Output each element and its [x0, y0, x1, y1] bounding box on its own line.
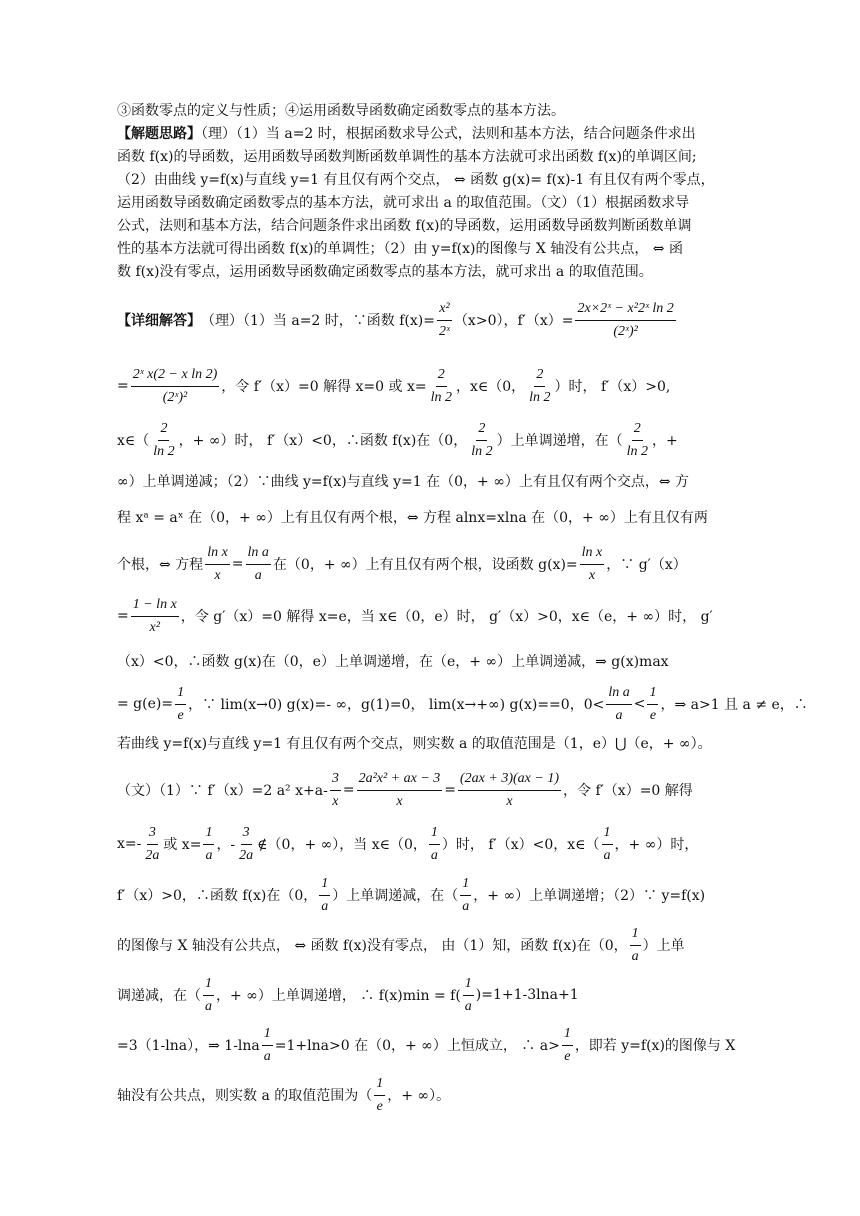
fraction-1-a: $\frac{1}{a}$: [321, 875, 329, 914]
fraction-combined: $\frac{\text{2a²x² + ax − 3}}{x}$: [358, 770, 441, 809]
wen-line-3: f′（x）>0，∴函数 f(x)在（0， $\frac{1}{a}$ ）上单调递减，在（ $\frac{1}{a}$ ，+ ∞）上单调递增；（2）∵ y=f(x): [117, 870, 731, 920]
fraction-factored: $\frac{(2ax + 3)(ax - 1)}{x}$: [460, 770, 559, 809]
thinking-line-1: 【解题思路】（理）（1）当 a=2 时，根据函数求导公式，法则和基本方法，结合问题条件求出: [117, 126, 696, 142]
fraction-derivative: $\frac{\text{2x×2ˣ − x²2ˣ ln 2}}{\text{(2ˣ)²}}$: [577, 300, 674, 339]
fraction-3-2a: $\frac{3}{2a}$: [145, 824, 160, 863]
fraction-1-a: $\frac{1}{a}$: [205, 824, 213, 863]
fraction-1-e: $\frac{1}{e}$: [649, 684, 657, 723]
solution-line-1: 【详细解答】 （理）（1）当 a=2 时，∵函数 f(x)= $\frac{\text{x²}}{\text{2ˣ}}$ （x>0）， f′（x）= $\frac{\text{2x×2ˣ − x²2ˣ ln 2}}{\text{(2ˣ)²}}$: [117, 296, 731, 344]
solution-line-2: = $\frac{\text{2ˣ x(2 − x ln 2)}}{\text{(2ˣ)²}}$ ，令 f′（x）=0 解得 x=0 或 x= $\frac{2}{\ln 2}$ ，x∈（0， $\frac{2}{\ln 2}$ ）时， f′（x）>0,: [117, 358, 731, 414]
fraction-lna-a: $\frac{\text{ln a}}{a}$: [608, 684, 630, 723]
wen-line-6: =3（1-lna），⇒ 1-lna $\frac{1}{a}$ =1+lna>0 在（0，+ ∞）上恒成立， ∴ a> $\frac{1}{e}$ ，即若 y=f(x)的图像与 X: [117, 1020, 731, 1070]
fraction-3-2a: $\frac{3}{2a}$: [239, 824, 254, 863]
fraction-derivative-simplified: $\frac{\text{2ˣ x(2 − x ln 2)}}{\text{(2ˣ)²}}$: [132, 366, 218, 405]
solution-line-8: （x）<0，∴函数 g(x)在（0，e）上单调递增，在（e，+ ∞）上单调递减，⇒ g(x)max: [117, 654, 669, 670]
fraction-2-ln2: $\frac{2}{\ln 2}$: [529, 366, 551, 405]
fraction-1-a: $\frac{1}{a}$: [603, 824, 611, 863]
wen-line-5: 调递减，在（ $\frac{1}{a}$ ，+ ∞）上单调递增， ∴ f(x)min = f( $\frac{1}{a}$ )=1+1-3lna+1: [117, 970, 731, 1020]
thinking-line-4: 运用函数导函数确定函数零点的基本方法，就可求出 a 的取值范围。（文）（1）根据函数求导: [117, 195, 690, 211]
fraction-fx: $\frac{\text{x²}}{\text{2ˣ}}$: [438, 300, 450, 339]
solution-line-4: ∞）上单调递减；（2）∵曲线 y=f(x)与直线 y=1 在（0，+ ∞）上有且仅有两个交点，⇔ 方: [117, 474, 690, 490]
fraction-1-a: $\frac{1}{a}$: [631, 925, 639, 964]
fraction-3-x: $\frac{3}{x}$: [331, 770, 339, 809]
solution-line-6: 个根，⇔ 方程 $\frac{\text{ln x}}{x}$ = $\frac{\text{ln a}}{a}$ 在（0，+ ∞）上有且仅有两个根，设函数 g(x)= $\frac{\text{ln x}}{x}$ ，∵ g′（x）: [117, 538, 731, 590]
solution-line-9: = g(e)= $\frac{1}{e}$ ，∵ lim(x→0) g(x)=- ∞，g(1)=0， lim(x→+∞) g(x)==0，0< $\frac{\text{ln a}}{a}$ < $\frac{1}{e}$ ，⇒ a>1 且 a ≠ e，∴: [117, 680, 731, 728]
fraction-2-ln2: $\frac{2}{\ln 2}$: [626, 420, 648, 459]
thinking-line-7: 数 f(x)没有零点，运用函数导函数确定函数零点的基本方法，就可求出 a 的取值范围。: [117, 264, 653, 280]
solution-line-3: x∈（ $\frac{2}{\ln 2}$ ，+ ∞）时， f′（x）<0，∴函数 f(x)在（0， $\frac{2}{\ln 2}$ ）上单调递增，在（ $\frac{2}{\ln 2}$ ，+: [117, 414, 731, 466]
wen-line-7: 轴没有公共点，则实数 a 的取值范围为（ $\frac{1}{e}$ ，+ ∞）。: [117, 1070, 731, 1120]
solution-line-10: 若曲线 y=f(x)与直线 y=1 有且仅有两个交点，则实数 a 的取值范围是（1，e）⋃（e，+ ∞）。: [117, 736, 712, 752]
fraction-1-e: $\frac{1}{e}$: [177, 684, 185, 723]
thinking-line-6: 性的基本方法就可得出函数 f(x)的单调性；（2）由 y=f(x)的图像与 X 轴没有公共点， ⇔ 函: [117, 241, 683, 257]
thinking-line-3: （2）由曲线 y=f(x)与直线 y=1 有且仅有两个交点， ⇔ 函数 g(x)= f(x)-1 有且仅有两个零点，: [117, 172, 715, 188]
fraction-2-ln2: $\frac{2}{\ln 2}$: [471, 420, 493, 459]
fraction-lnx-x: $\frac{\text{ln x}}{x}$: [207, 544, 228, 583]
fraction-g-derivative: $\frac{\text{1 − ln x}}{\text{x²}}$: [132, 596, 177, 635]
fraction-1-e: $\frac{1}{e}$: [376, 1075, 384, 1114]
thinking-line-2: 函数 f(x)的导函数，运用函数导函数判断函数单调性的基本方法就可求出函数 f(x)的单调区间;: [117, 149, 697, 165]
fraction-1-a: $\frac{1}{a}$: [263, 1025, 271, 1064]
fraction-1-a: $\frac{1}{a}$: [430, 824, 438, 863]
fraction-1-a: $\frac{1}{a}$: [205, 975, 212, 1014]
fraction-1-a: $\frac{1}{a}$: [462, 875, 470, 914]
intro-paragraph: [117, 100, 731, 123]
wen-line-1: （文）（1）∵ f′（x）=2 a² x+a- $\frac{3}{x}$ = $\frac{\text{2a²x² + ax − 3}}{x}$ = $\frac{(2ax + 3)(ax - 1)}{x}$ ，令 f′（x）=0 解得: [117, 762, 731, 818]
wen-line-2: x=- $\frac{3}{2a}$ 或 x= $\frac{1}{a}$ ，- $\frac{3}{2a}$ ∉（0，+ ∞），当 x∈（0， $\frac{1}{a}$ ）时， f′（x）<0，x∈（ $\frac{1}{a}$ ，+ ∞）时，: [117, 818, 731, 870]
fraction-lnx-x: $\frac{\text{ln x}}{x}$: [581, 544, 603, 583]
solution-line-5: 程 xᵃ = aˣ 在（0，+ ∞）上有且仅有两个根，⇔ 方程 alnx=xlna 在（0，+ ∞）上有且仅有两: [117, 510, 708, 526]
thinking-label: 【解题思路】: [117, 126, 201, 142]
solution-label: 【详细解答】: [117, 313, 201, 329]
fraction-2-ln2: $\frac{2}{\ln 2}$: [430, 366, 452, 405]
thinking-paragraph: [117, 123, 731, 284]
fraction-1-e: $\frac{1}{e}$: [563, 1025, 571, 1064]
fraction-2-ln2: $\frac{2}{\ln 2}$: [153, 420, 175, 459]
document-page: [117, 100, 808, 1120]
fraction-1-a: $\frac{1}{a}$: [464, 975, 472, 1014]
fraction-lna-a: $\frac{\text{ln a}}{a}$: [247, 544, 269, 583]
thinking-line-5: 公式，法则和基本方法，结合问题条件求出函数 f(x)的导函数，运用函数导函数判断函数单调: [117, 218, 692, 234]
wen-line-4: 的图像与 X 轴没有公共点， ⇔ 函数 f(x)没有零点， 由（1）知，函数 f(x)在（0， $\frac{1}{a}$ ）上单: [117, 920, 731, 970]
intro-line: ③函数零点的定义与性质；④运用函数导函数确定函数零点的基本方法。: [117, 103, 565, 119]
solution-line-7: = $\frac{\text{1 − ln x}}{\text{x²}}$ ，令 g′（x）=0 解得 x=e，当 x∈（0，e）时， g′（x）>0，x∈（e，+ ∞）时， g′: [117, 590, 731, 642]
